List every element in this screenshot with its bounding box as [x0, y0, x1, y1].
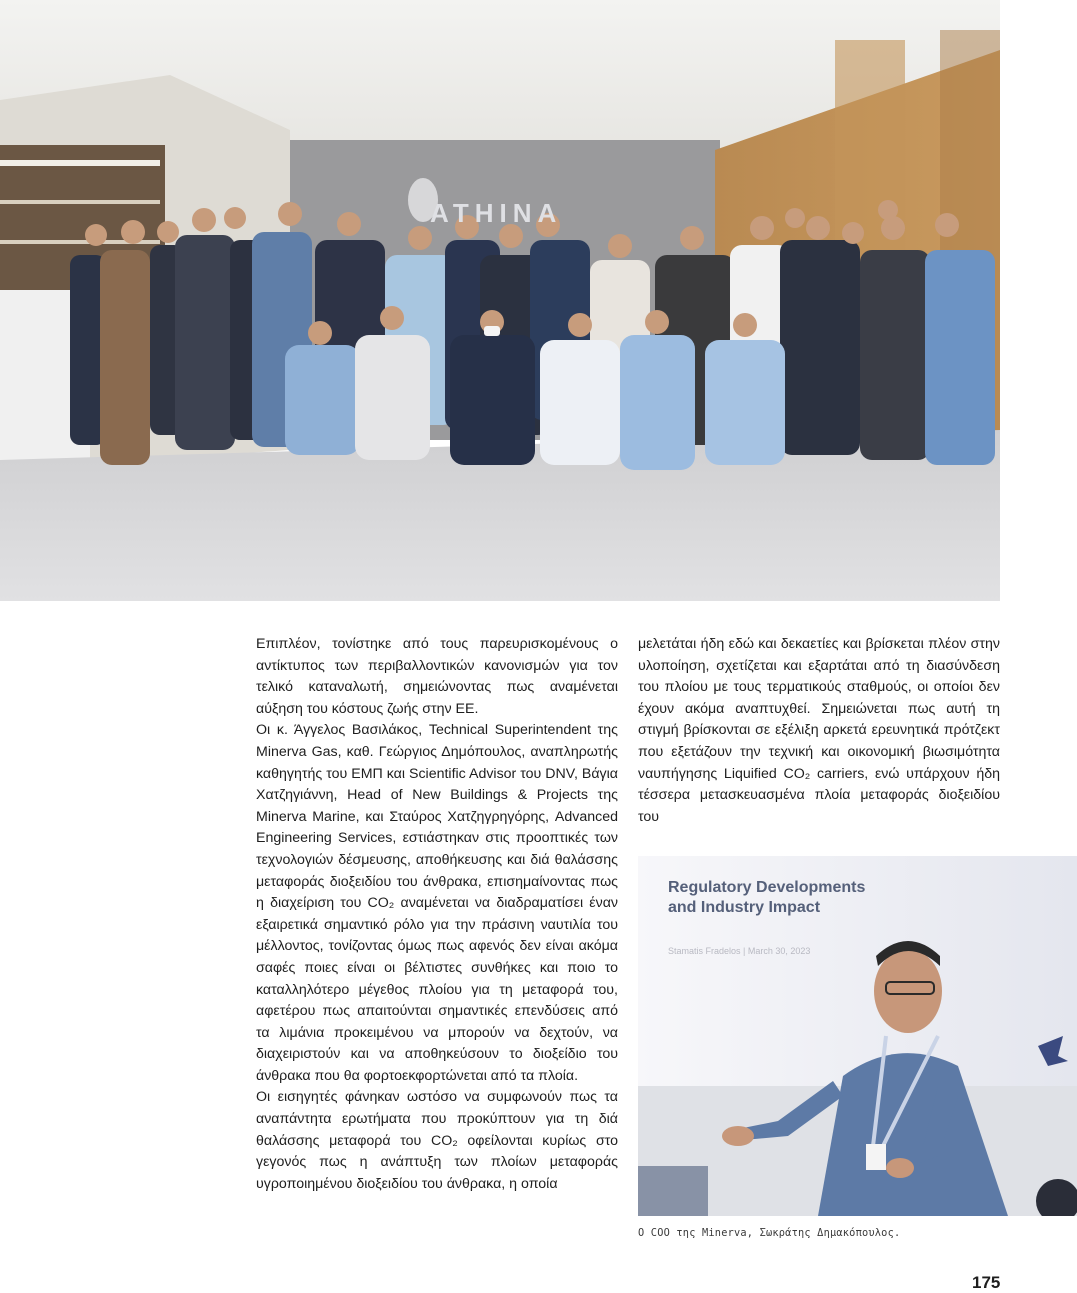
- page-number: 175: [972, 1273, 1001, 1292]
- article-column-left: [256, 634, 618, 1195]
- article-column-right: [638, 634, 1000, 828]
- slide-title: Regulatory Developments and Industry Impact: [668, 879, 866, 916]
- group-photo-illustration: [0, 0, 1000, 601]
- paragraph: Οι κ. Άγγελος Βασιλάκος, Technical Superintendent της Minerva Gas, καθ. Γεώργιος Δημόπουλος, αναπληρωτής καθηγητής του ΕΜΠ και Scientific Advisor του DNV, Βάγια Χατζηγιάννη, Head of New Buildings & Projects της Minerva Marine, και Σταύρος Χατζηγρηγόρης, Advanced Engineering Services, εστιάστηκαν στις προοπτικές των τεχνολογιών δέσμευσης, αποθήκευσης και διά θαλάσσης μεταφοράς διοξειδίου του άνθρακα, επισημαίνοντας πως η διαχείριση του CO₂ αναμένεται να διαδραματίσει έναν εξαιρετικά σημαντικό ρόλο για την πράσινη ναυτιλία του μέλλοντος, τονίζοντας όμως πως αφενός δεν είναι ακόμα σαφές ποιες είναι οι βέλτιστες συνθήκες και ποιο το καταλληλότερο μέγεθος πλοίου για τη μεταφορά του, αφετέρου πως απαιτούνται σημαντικές επενδύσεις από τα λιμάνια προκειμένου να μπορούν να δεχτούν, να διαχειριστούν και να αποθηκεύσουν το διοξείδιο του άνθρακα που θα φορτοεκφορτώνεται από τα πλοία.: [256, 722, 618, 1084]
- speaker-photo: [638, 856, 1077, 1216]
- paragraph: Επιπλέον, τονίστηκε από τους παρευρισκομένους ο αντίκτυπος των περιβαλλοντικών κανονισμών για τον τελικό καταναλωτή, σημειώνοντας πως αναμένεται αύξηση του κόστους ζωής στην ΕΕ.: [256, 636, 618, 717]
- group-photo: [0, 0, 1000, 601]
- paragraph: Οι εισηγητές φάνηκαν ωστόσο να συμφωνούν πως τα αναπάντητα ερωτήματα που προκύπτουν για τη διά θαλάσσης μεταφορά του CO₂ οφείλονται κυρίως στο γεγονός πως η ανάπτυξη των πλοίων μεταφοράς υγροποιημένου διοξειδίου του άνθρακα, η οποία: [256, 1089, 618, 1192]
- photo-caption: Ο COO της Minerva, Σωκράτης Δημακόπουλος.: [638, 1227, 901, 1239]
- athina-sign: ATHINA: [430, 198, 563, 228]
- slide-subtitle: Stamatis Fradelos | March 30, 2023: [668, 946, 811, 956]
- paragraph: μελετάται ήδη εδώ και δεκαετίες και βρίσκεται πλέον στην υλοποίηση, σχετίζεται και εξαρτάται από τη διασύνδεση του πλοίου με τους τερματικούς σταθμούς, οι οποίοι δεν έχουν ακόμα αναπτυχθεί. Σημειώνεται πως αυτή τη στιγμή βρίσκονται σε εξέλιξη αρκετά ερευνητικά πρότζεκτ που εξετάζουν την τεχνική και οικονομική βιωσιμότητα ναυπήγησης Liquified CO₂ carriers, ενώ υπάρχουν ήδη τέσσερα μετασκευασμένα πλοία μεταφοράς διοξειδίου του: [638, 636, 1000, 825]
